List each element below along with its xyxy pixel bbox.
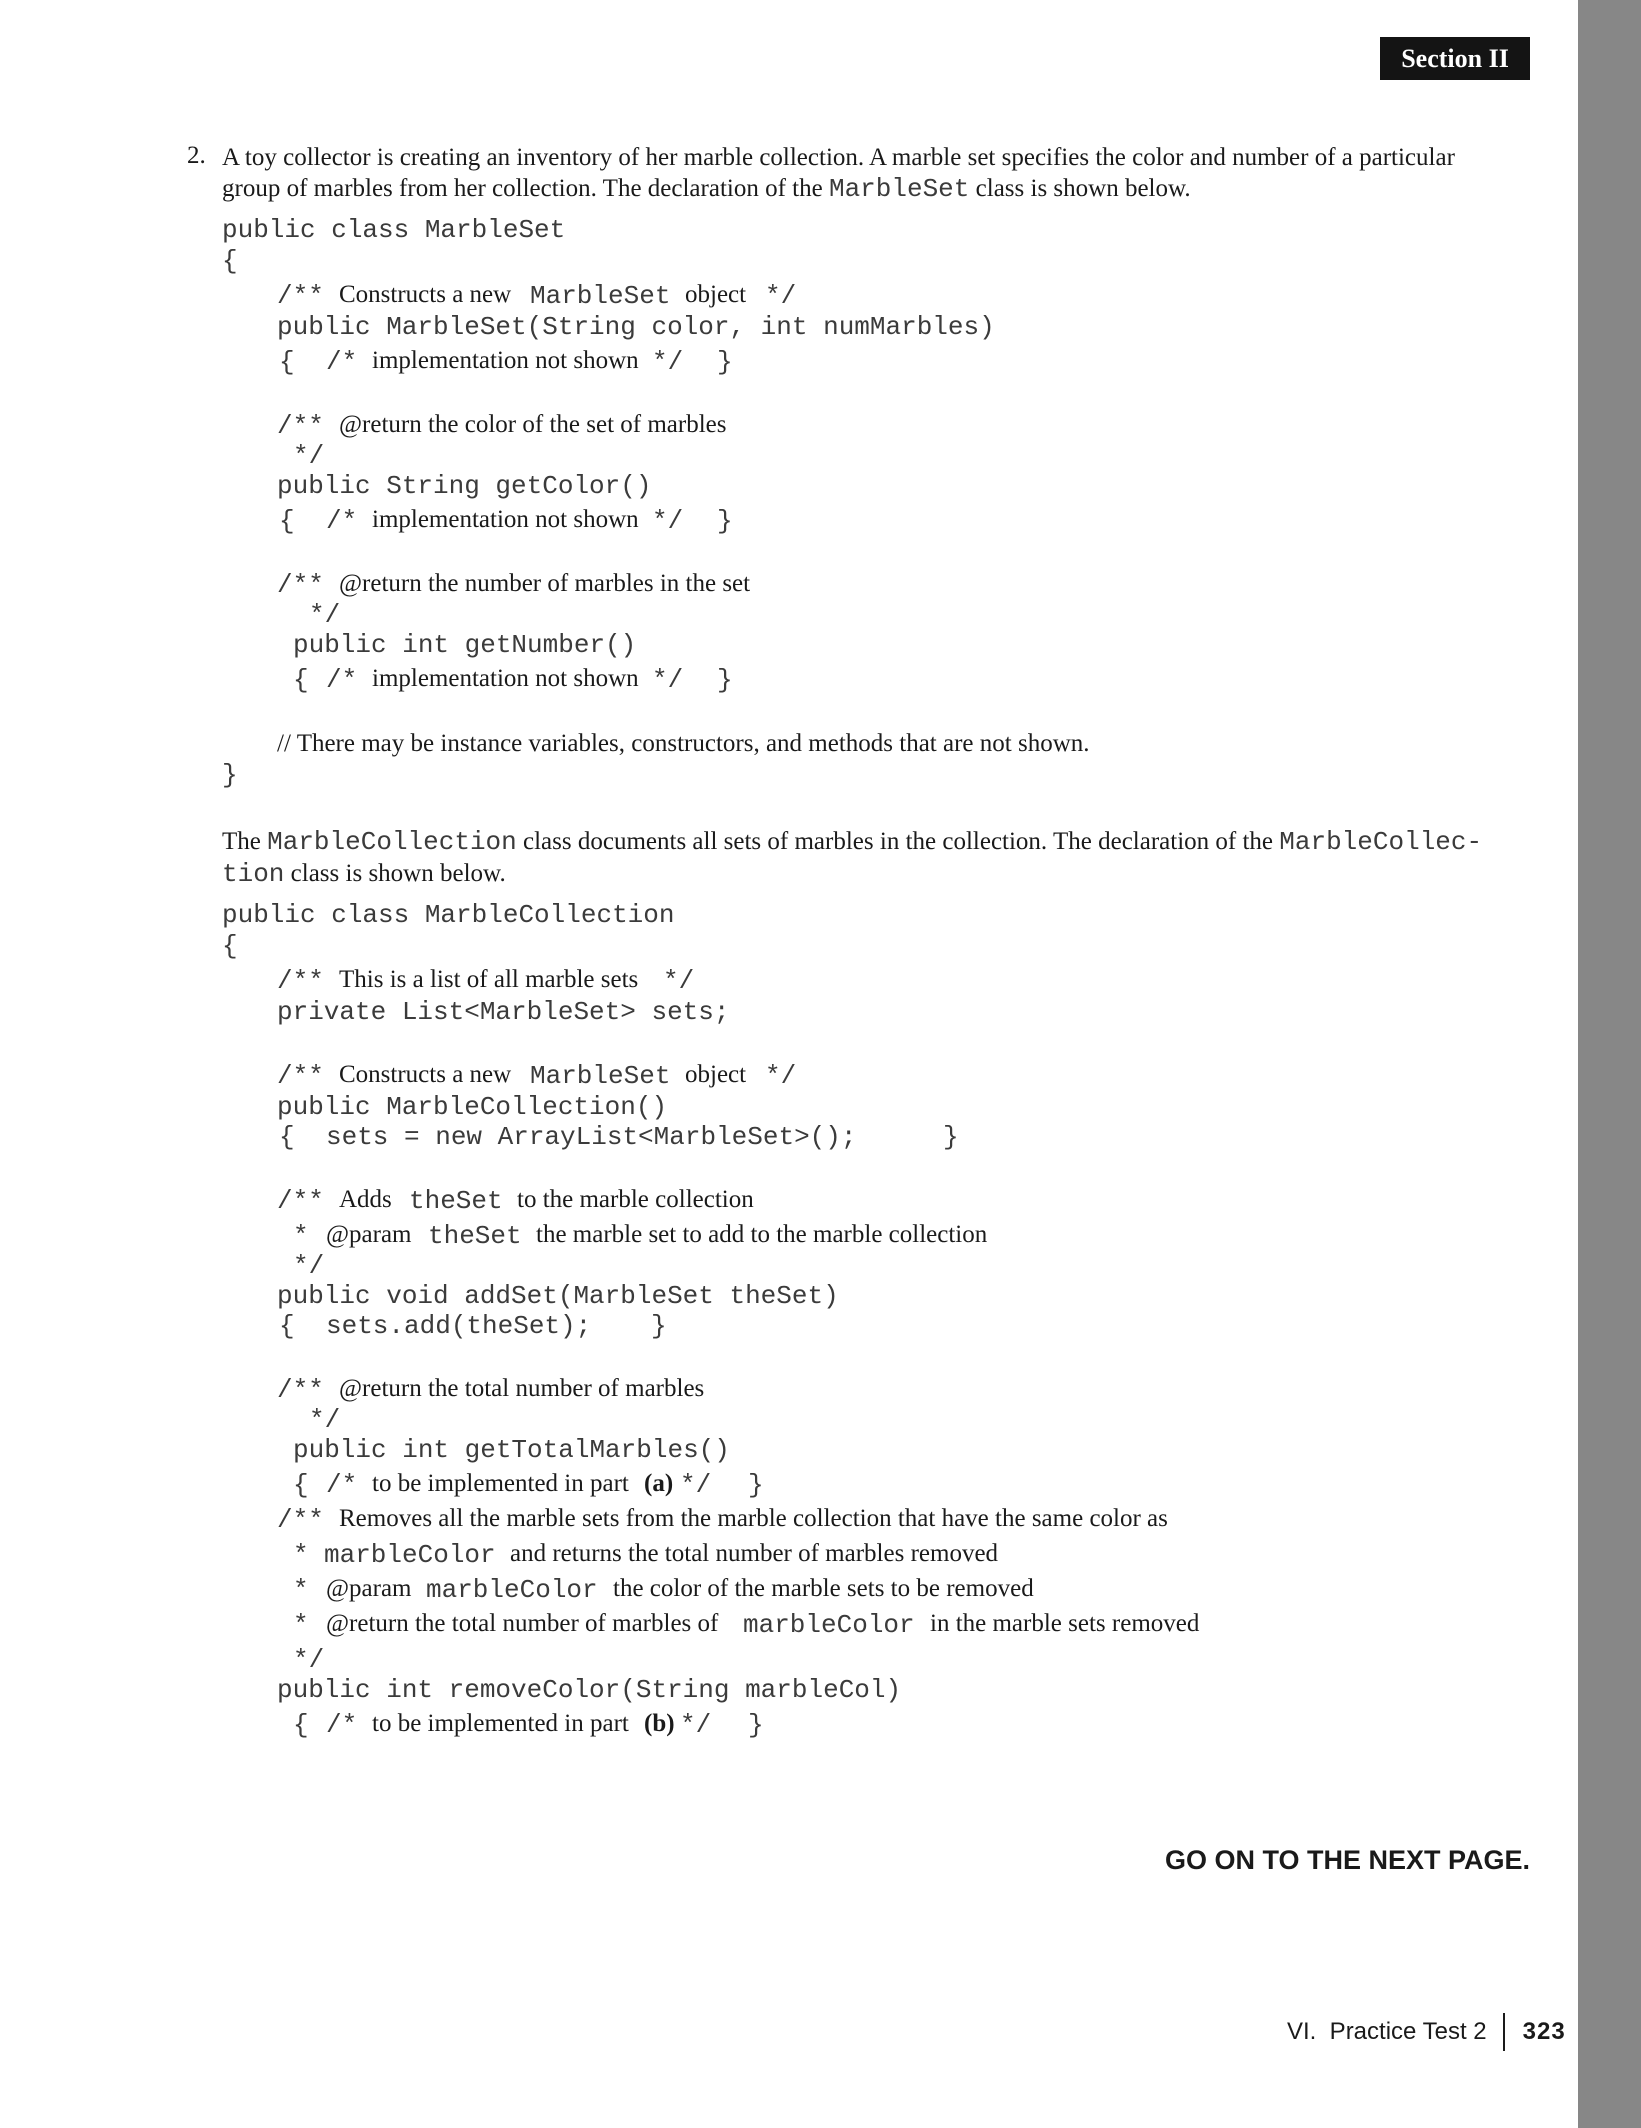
page-footer bbox=[1287, 2015, 1566, 2049]
intro-line-2: tion class is shown below. bbox=[222, 859, 506, 889]
comment-text: Removes all the marble sets from the marble collection that have the same color as bbox=[339, 1505, 1168, 1532]
comment-text: and returns the total number of marbles removed bbox=[510, 1540, 999, 1567]
comment-close: */ bbox=[652, 665, 684, 695]
comment-text: @return the total number of marbles of bbox=[326, 1610, 719, 1637]
comment-star: * bbox=[293, 1540, 309, 1570]
code-brace: } bbox=[717, 665, 733, 695]
inline-code: MarbleSet bbox=[530, 1061, 671, 1091]
comment-open: /** bbox=[277, 570, 324, 600]
code-brace: { bbox=[293, 1470, 309, 1500]
comment-text: in the marble sets removed bbox=[930, 1610, 1200, 1637]
comment-open: /** bbox=[277, 411, 324, 441]
comment-close: */ bbox=[309, 1405, 341, 1435]
code-brace: { bbox=[279, 1311, 295, 1341]
comment-close: */ bbox=[652, 347, 684, 377]
method-signature: public int removeColor(String marbleCol) bbox=[277, 1675, 902, 1705]
inline-code: tion bbox=[222, 859, 285, 889]
comment-open: /* bbox=[326, 665, 358, 695]
comment-close: */ bbox=[309, 600, 341, 630]
go-on-notice: GO ON TO THE NEXT PAGE. bbox=[1164, 1845, 1530, 1875]
code-brace: { bbox=[293, 665, 309, 695]
comment-text: implementation not shown bbox=[372, 506, 639, 533]
code-brace: } bbox=[748, 1710, 764, 1740]
comment-open: /** bbox=[277, 1375, 324, 1405]
inline-code: theSet bbox=[409, 1186, 503, 1216]
comment-text: to be implemented in part bbox=[372, 1470, 629, 1497]
method-signature: public void addSet(MarbleSet theSet) bbox=[277, 1281, 839, 1311]
comment-open: /** bbox=[277, 966, 324, 996]
comment-close: */ bbox=[680, 1710, 712, 1740]
code-brace: } bbox=[651, 1311, 667, 1341]
code-statement: sets = new ArrayList<MarbleSet>(); bbox=[326, 1122, 857, 1152]
comment-text: the marble set to add to the marble collection bbox=[536, 1221, 988, 1248]
question-intro bbox=[222, 142, 1504, 205]
comment-open: /** bbox=[277, 281, 324, 311]
code-note: // There may be instance variables, constructors, and methods that are not shown. bbox=[277, 730, 1090, 757]
footer-divider bbox=[1503, 2013, 1505, 2051]
method-signature: public MarbleSet(String color, int numMarbles) bbox=[277, 312, 995, 342]
comment-close: */ bbox=[680, 1470, 712, 1500]
comment-text: Constructs a new bbox=[339, 281, 512, 308]
code-brace: { bbox=[279, 347, 295, 377]
code-line: { bbox=[222, 931, 238, 961]
page-number: 323 bbox=[1522, 2018, 1566, 2045]
method-signature: public int getTotalMarbles() bbox=[293, 1435, 730, 1465]
comment-text: @return the number of marbles in the set bbox=[339, 570, 751, 597]
comment-star: * bbox=[293, 1610, 309, 1640]
side-margin-bar bbox=[1578, 0, 1641, 2128]
inline-code: marbleColor bbox=[324, 1540, 496, 1570]
code-brace: } bbox=[717, 506, 733, 536]
comment-close: */ bbox=[293, 441, 325, 471]
comment-text: Adds bbox=[339, 1186, 392, 1213]
comment-open: /* bbox=[326, 1470, 358, 1500]
comment-text: @return the color of the set of marbles bbox=[339, 411, 727, 438]
code-line: { bbox=[222, 246, 238, 276]
question-number: 2. bbox=[187, 142, 206, 169]
marblecollection-intro bbox=[222, 826, 1504, 890]
comment-text: This is a list of all marble sets bbox=[339, 966, 639, 993]
inline-code: theSet bbox=[428, 1221, 522, 1251]
code-brace: } bbox=[943, 1122, 959, 1152]
comment-tag: @param bbox=[326, 1575, 412, 1602]
code-line: public class MarbleSet bbox=[222, 215, 566, 245]
code-brace: } bbox=[717, 347, 733, 377]
comment-close: */ bbox=[293, 1645, 325, 1675]
comment-open: /* bbox=[326, 1710, 358, 1740]
intro-line-2: group of marbles from her collection. The declaration of the MarbleSet class is shown below. bbox=[222, 174, 1191, 204]
part-label: (a) bbox=[644, 1470, 674, 1497]
comment-text: Constructs a new bbox=[339, 1061, 512, 1088]
comment-text: object bbox=[685, 1061, 747, 1088]
comment-open: /** bbox=[277, 1061, 324, 1091]
comment-close: */ bbox=[293, 1251, 325, 1281]
method-signature: public String getColor() bbox=[277, 471, 652, 501]
footer-label: VI. Practice Test 2 bbox=[1287, 2018, 1487, 2045]
comment-open: /* bbox=[326, 347, 358, 377]
code-brace: { bbox=[293, 1710, 309, 1740]
comment-text: @return the total number of marbles bbox=[339, 1375, 705, 1402]
code-line: public class MarbleCollection bbox=[222, 900, 675, 930]
method-signature: public MarbleCollection() bbox=[277, 1092, 668, 1122]
code-brace: { bbox=[279, 506, 295, 536]
section-label: Section II bbox=[1380, 37, 1530, 80]
inline-code: MarbleSet bbox=[828, 174, 970, 204]
comment-close: */ bbox=[663, 966, 695, 996]
intro-line-1: A toy collector is creating an inventory of her marble collection. A marble set specifies the color and number of a particular bbox=[222, 144, 1455, 171]
comment-close: */ bbox=[765, 1061, 797, 1091]
comment-open: /** bbox=[277, 1186, 324, 1216]
part-label: (b) bbox=[644, 1710, 675, 1737]
code-statement: sets.add(theSet); bbox=[326, 1311, 592, 1341]
comment-text: the color of the marble sets to be removed bbox=[613, 1575, 1034, 1602]
comment-text: object bbox=[685, 281, 747, 308]
comment-open: /* bbox=[326, 506, 358, 536]
code-brace: { bbox=[279, 1122, 295, 1152]
method-signature: public int getNumber() bbox=[293, 630, 637, 660]
inline-code: MarbleSet bbox=[530, 281, 671, 311]
intro-line-1: The MarbleCollection class documents all sets of marbles in the collection. The declaration of the MarbleCollec- bbox=[222, 827, 1483, 857]
inline-code: marbleColor bbox=[743, 1610, 915, 1640]
code-brace: } bbox=[748, 1470, 764, 1500]
field-declaration: private List<MarbleSet> sets; bbox=[277, 997, 730, 1027]
inline-code: MarbleCollection bbox=[267, 827, 517, 857]
comment-close: */ bbox=[652, 506, 684, 536]
comment-text: implementation not shown bbox=[372, 665, 639, 692]
comment-tag: @param bbox=[326, 1221, 412, 1248]
comment-open: /** bbox=[277, 1505, 324, 1535]
comment-text: implementation not shown bbox=[372, 347, 639, 374]
comment-text: to the marble collection bbox=[517, 1186, 754, 1213]
comment-star: * bbox=[293, 1575, 309, 1605]
comment-star: * bbox=[293, 1221, 309, 1251]
comment-text: to be implemented in part bbox=[372, 1710, 629, 1737]
comment-close: */ bbox=[765, 281, 797, 311]
inline-code: marbleColor bbox=[426, 1575, 598, 1605]
code-brace: } bbox=[222, 760, 238, 790]
inline-code: MarbleCollec- bbox=[1279, 827, 1483, 857]
